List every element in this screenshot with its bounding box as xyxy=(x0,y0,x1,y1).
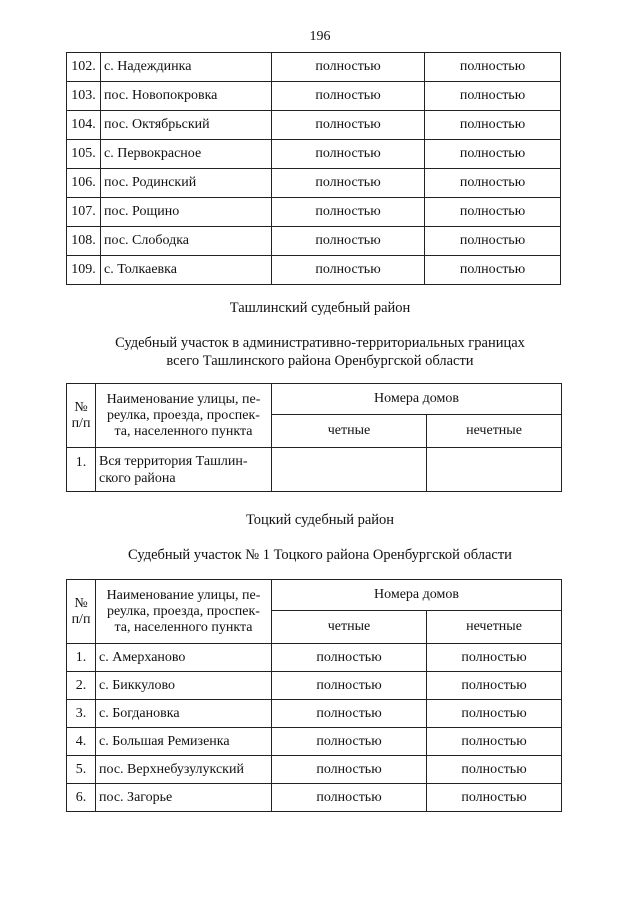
row-number: 4. xyxy=(67,728,96,756)
row-odd: полностью xyxy=(427,756,562,784)
table-row xyxy=(67,169,561,198)
plot-title-line2: всего Ташлинского района Оренбургской области xyxy=(166,353,474,369)
row-number: 1. xyxy=(67,644,96,672)
row-odd: полностью xyxy=(427,644,562,672)
row-number: 107. xyxy=(67,198,101,227)
row-name-line1: Вся территория Ташлин- xyxy=(99,453,248,469)
row-number: 105. xyxy=(67,140,101,169)
table-row xyxy=(67,784,562,812)
header-name-line1: Наименование улицы, пе- xyxy=(106,587,261,603)
header-house-numbers: Номера домов xyxy=(272,384,562,415)
row-name: пос. Рощино xyxy=(101,198,272,227)
table-tashla xyxy=(66,383,562,492)
row-even: полностью xyxy=(272,256,425,285)
table-row xyxy=(67,672,562,700)
table-row xyxy=(67,756,562,784)
row-odd: полностью xyxy=(427,672,562,700)
table-totskoe xyxy=(66,579,562,812)
row-odd: полностью xyxy=(425,198,561,227)
row-name: с. Надеждинка xyxy=(101,53,272,82)
plot-title-line1: Судебный участок в административно-территориальных границах xyxy=(115,335,525,351)
row-name: пос. Загорье xyxy=(96,784,272,812)
row-name: пос. Верхнебузулукский xyxy=(96,756,272,784)
row-number: 2. xyxy=(67,672,96,700)
section-heading-totskoe: Тоцкий судебный район xyxy=(245,512,395,528)
row-even: полностью xyxy=(272,140,425,169)
row-even: полностью xyxy=(272,111,425,140)
row-number: 109. xyxy=(67,256,101,285)
row-number: 5. xyxy=(67,756,96,784)
page-number: 196 xyxy=(309,29,331,44)
header-num-line1: № xyxy=(74,399,88,415)
header-num-line2: п/п xyxy=(71,611,91,627)
row-odd: полностью xyxy=(425,53,561,82)
row-even: полностью xyxy=(272,728,427,756)
row-odd: полностью xyxy=(427,784,562,812)
row-name: с. Амерханово xyxy=(96,644,272,672)
header-odd: нечетные xyxy=(427,611,562,644)
row-odd: полностью xyxy=(425,169,561,198)
table-row xyxy=(67,700,562,728)
row-name: с. Биккулово xyxy=(96,672,272,700)
row-number: 3. xyxy=(67,700,96,728)
row-even: полностью xyxy=(272,700,427,728)
row-number: 6. xyxy=(67,784,96,812)
row-number: 102. xyxy=(67,53,101,82)
row-name: с. Первокрасное xyxy=(101,140,272,169)
row-name: пос. Новопокровка xyxy=(101,82,272,111)
row-odd: полностью xyxy=(425,140,561,169)
header-num xyxy=(67,384,96,448)
header-num-line2: п/п xyxy=(71,415,91,431)
row-name: пос. Октябрьский xyxy=(101,111,272,140)
header-odd: нечетные xyxy=(427,415,562,448)
header-num-line1: № xyxy=(74,595,88,611)
row-number: 103. xyxy=(67,82,101,111)
header-name xyxy=(96,384,272,448)
header-name-line3: та, населенного пункта xyxy=(114,423,253,439)
header-name xyxy=(96,580,272,644)
row-even: полностью xyxy=(272,198,425,227)
row-name: с. Богдановка xyxy=(96,700,272,728)
table-row xyxy=(67,53,561,82)
row-odd: полностью xyxy=(425,256,561,285)
table-continued xyxy=(66,52,561,285)
table-row xyxy=(67,644,562,672)
row-number: 1. xyxy=(67,448,96,492)
row-odd: полностью xyxy=(427,728,562,756)
row-name-line2: ского района xyxy=(99,470,176,486)
section-heading-tashla: Ташлинский судебный район xyxy=(229,300,411,316)
header-name-line3: та, населенного пункта xyxy=(114,619,253,635)
row-even: полностью xyxy=(272,82,425,111)
row-name: с. Большая Ремизенка xyxy=(96,728,272,756)
row-odd: полностью xyxy=(425,227,561,256)
plot-title-totskoe: Судебный участок № 1 Тоцкого района Оренбургской области xyxy=(128,547,512,563)
row-even: полностью xyxy=(272,53,425,82)
row-odd: полностью xyxy=(425,82,561,111)
row-even xyxy=(272,448,427,492)
row-even: полностью xyxy=(272,227,425,256)
table-row xyxy=(67,140,561,169)
row-even: полностью xyxy=(272,756,427,784)
row-number: 108. xyxy=(67,227,101,256)
row-name: пос. Родинский xyxy=(101,169,272,198)
row-odd: полностью xyxy=(425,111,561,140)
table-row xyxy=(67,256,561,285)
row-even: полностью xyxy=(272,784,427,812)
header-name-line1: Наименование улицы, пе- xyxy=(106,391,261,407)
row-even: полностью xyxy=(272,644,427,672)
header-num xyxy=(67,580,96,644)
table-row xyxy=(67,111,561,140)
table-row xyxy=(67,198,561,227)
row-even: полностью xyxy=(272,169,425,198)
table-body xyxy=(67,53,561,285)
row-name: с. Толкаевка xyxy=(101,256,272,285)
header-even: четные xyxy=(272,611,427,644)
row-number: 106. xyxy=(67,169,101,198)
row-odd: полностью xyxy=(427,700,562,728)
row-odd xyxy=(427,448,562,492)
row-name: пос. Слободка xyxy=(101,227,272,256)
table-row xyxy=(67,82,561,111)
table-body xyxy=(67,644,562,812)
row-name xyxy=(96,448,272,492)
header-even: четные xyxy=(272,415,427,448)
table-row xyxy=(67,728,562,756)
header-house-numbers: Номера домов xyxy=(272,580,562,611)
row-even: полностью xyxy=(272,672,427,700)
row-number: 104. xyxy=(67,111,101,140)
header-name-line2: реулка, проезда, проспек- xyxy=(107,407,260,423)
table-row xyxy=(67,227,561,256)
header-name-line2: реулка, проезда, проспек- xyxy=(107,603,260,619)
